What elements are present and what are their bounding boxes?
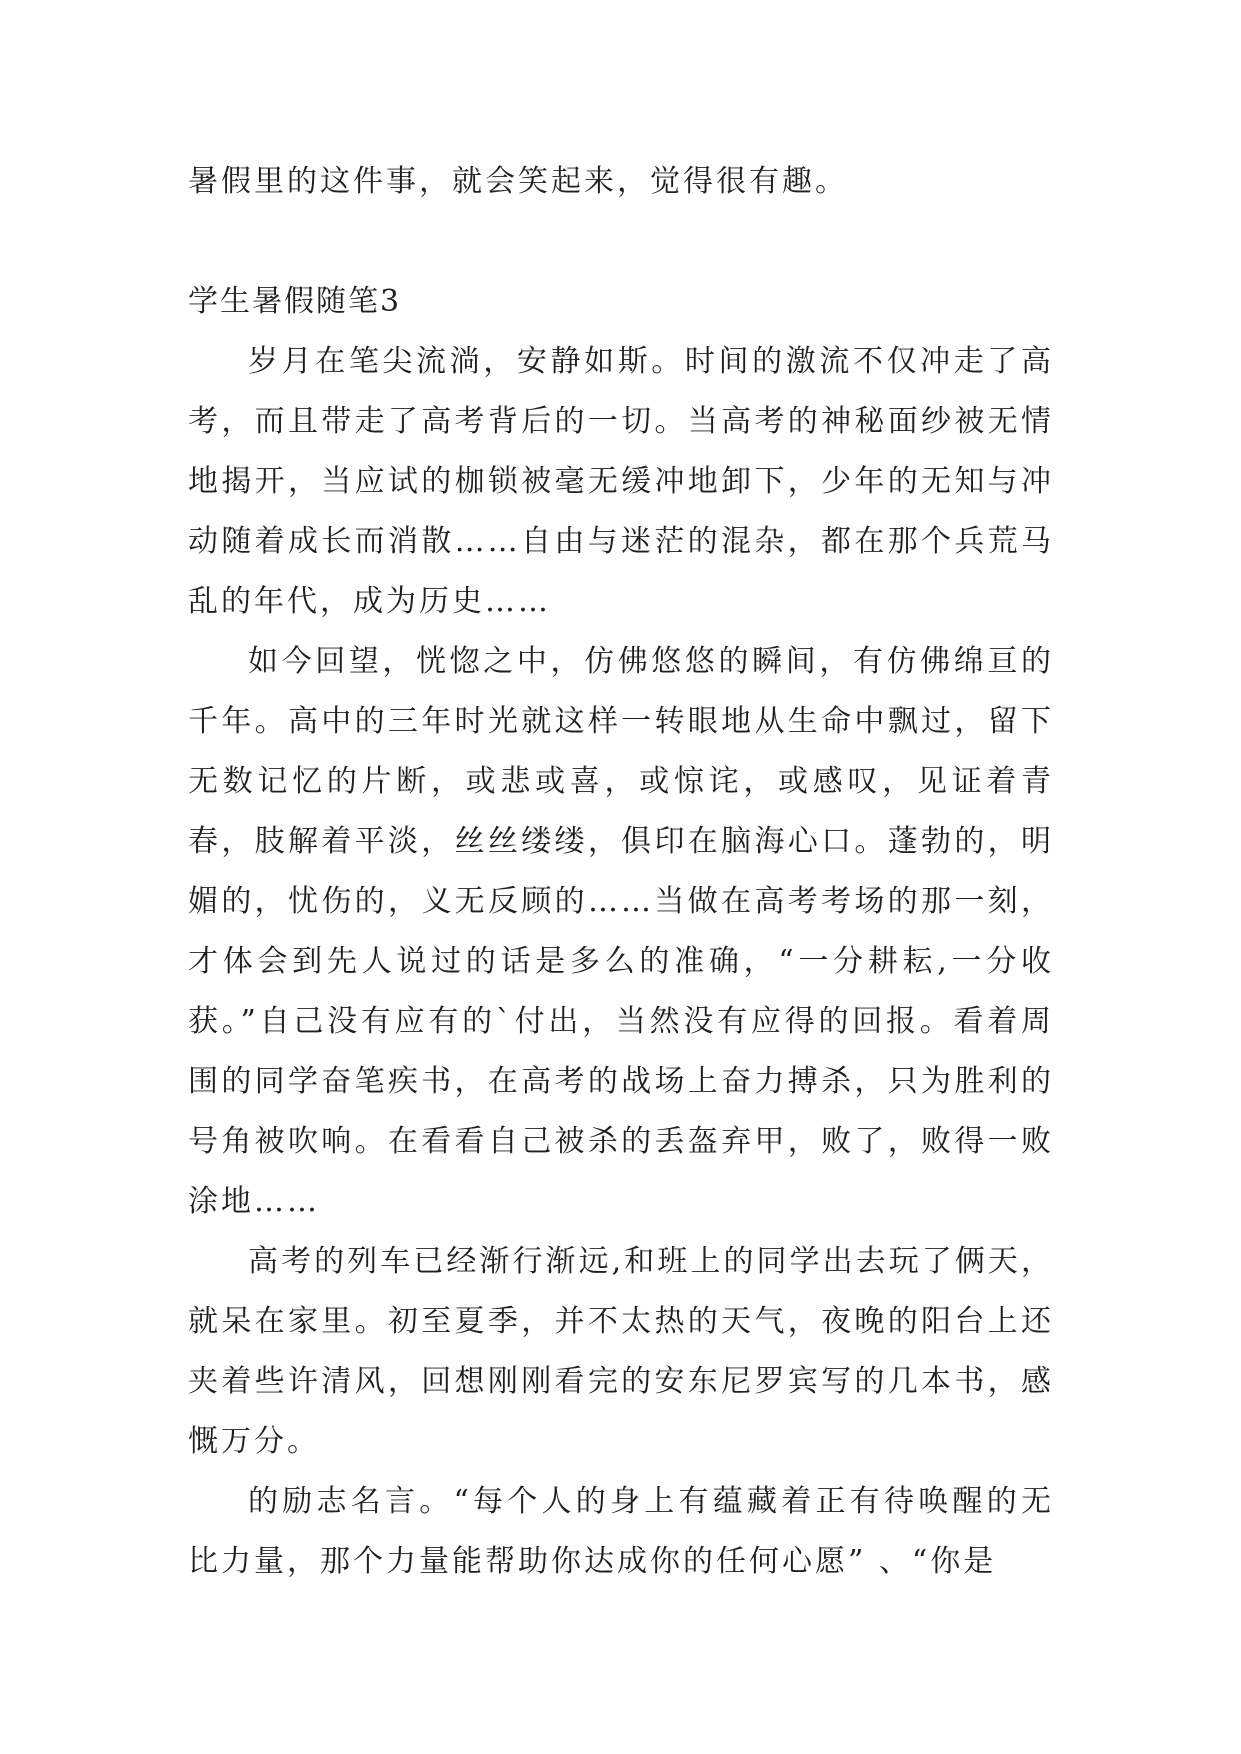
paragraph: 的励志名言。“每个人的身上有蕴藏着正有待唤醒的无比力量，那个力量能帮助你达成你的任何心愿” 、“你是 [188,1484,1054,1579]
paragraph: 高考的列车已经渐行渐远,和班上的同学出去玩了俩天，就呆在家里。初至夏季，并不太热的天气，夜晚的阳台上还夹着些许清风，回想刚刚看完的安东尼罗宾写的几本书，感慨万分。 [188,1244,1054,1459]
paragraph: 岁月在笔尖流淌，安静如斯。时间的激流不仅冲走了高考，而且带走了高考背后的一切。当高考的神秘面纱被无情地揭开，当应试的枷锁被毫无缓冲地卸下，少年的无知与冲动随着成长而消散……自由与迷茫的混杂，都在那个兵荒马乱的年代，成为历史…… [188,344,1054,619]
section-title: 学生暑假随笔3 [188,284,402,319]
body-text [188,332,1054,1592]
paragraph: 如今回望，恍惚之中，仿佛悠悠的瞬间，有仿佛绵亘的千年。高中的三年时光就这样一转眼地从生命中飘过，留下无数记忆的片断，或悲或喜，或惊诧，或感叹，见证着青春，肢解着平淡，丝丝缕缕，俱印在脑海心口。蓬勃的，明媚的，忧伤的，义无反顾的……当做在高考考场的那一刻，才体会到先人说过的话是多么的准确，“一分耕耘,一分收获。”自己没有应有的`付出，当然没有应得的回报。看着周围的同学奋笔疾书，在高考的战场上奋力搏杀，只为胜利的号角被吹响。在看看自己被杀的丢盔弃甲，败了，败得一败涂地…… [188,644,1054,1219]
continued-paragraph: 暑假里的这件事，就会笑起来，觉得很有趣。 [188,164,848,199]
